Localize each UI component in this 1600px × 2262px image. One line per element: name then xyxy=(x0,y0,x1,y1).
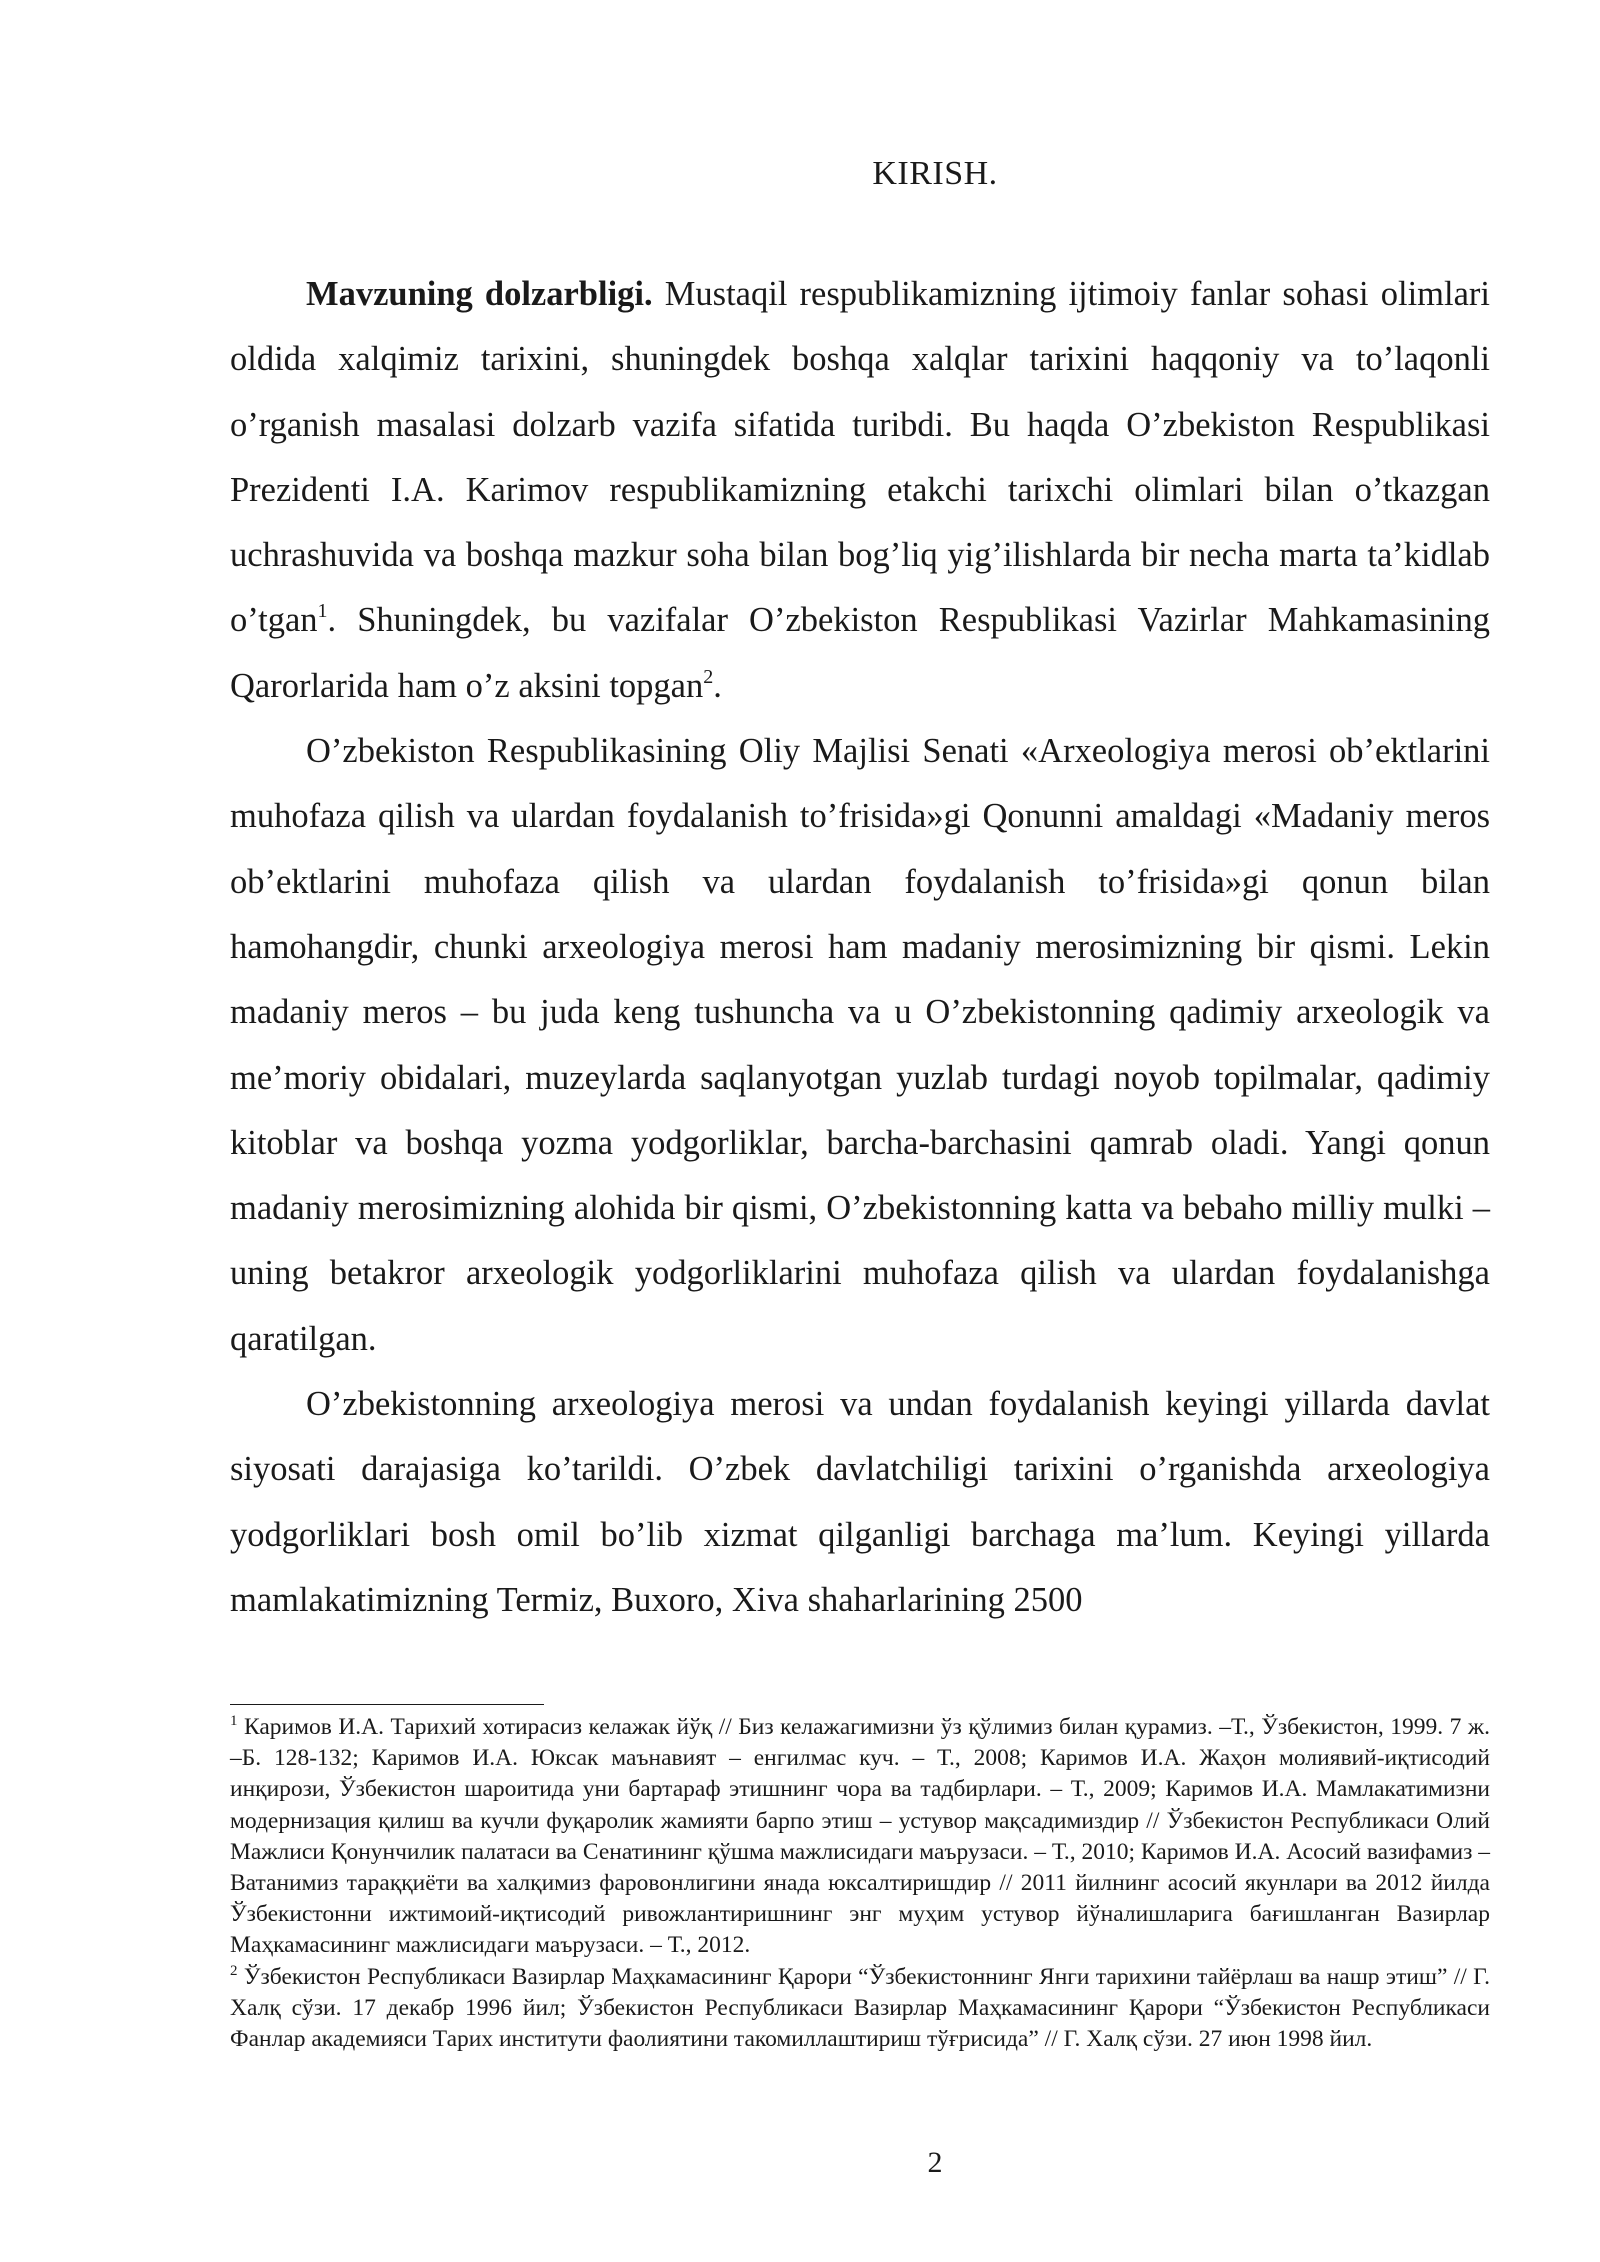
section-title: KIRISH. xyxy=(872,155,998,192)
footnote-reference-1[interactable]: 1 xyxy=(317,600,328,623)
paragraph-archaeology-heritage: O’zbekistonning arxeologiya merosi va undan foydalanish keyingi yillarda davlat siyosati darajasiga ko’tarildi. O’zbek davlatchiligi tarixini o’rganishda arxeologiya yodgorliklari bosh omil bo’lib xizmat qilganligi barchaga ma’lum. Keyingi yillarda mamlakatimizning Termiz, Buxoro, Xiva shaharlarining 2500 xyxy=(230,1385,1490,1619)
footnote-text: Каримов И.А. Тарихий хотирасиз келажак йўқ // Биз келажагимизни ўз қўлимиз билан қурамиз. –Т., Ўзбекистон, 1999. 7 ж. –Б. 128-132; Каримов И.А. Юксак маънавият – енгилмас куч. – Т., 2008; Каримов И.А. Жаҳон молиявий-иқтисодий инқирози, Ўзбекистон шароитида уни бартараф этишнинг чора ва тадбирлари. – Т., 2009; Каримов И.А. Мамлакатимизни модернизация қилиш ва кучли фуқаролик жамияти барпо этиш – устувор мақсадимиздир // Ўзбекистон Республикаси Олий Мажлиси Қонунчилик палатаси ва Сенатининг қўшма мажлисидаги маърузаси. – Т., 2010; Каримов И.А. Асосий вазифамиз – Ватанимиз тараққиёти ва халқимиз фаровонлигини янада юксалтиришдир // 2011 йилнинг асосий якунлари ва 2012 йилда Ўзбекистонни ижтимоий-иқтисодий ривожлантиришнинг энг муҳим устувор йўналишларига бағишланган Вазирлар Маҳкамасининг мажлисидаги маърузаси. – Т., 2012. xyxy=(230,1714,1490,1959)
paragraph-text: . xyxy=(713,666,722,705)
paragraph-text: . Shuningdek, bu vazifalar O’zbekiston Respublikasi Vazirlar Mahkamasining Qarorlarida ham o’z aksini topgan xyxy=(230,601,1490,705)
paragraph-text: Mustaqil respublikamizning ijtimoiy fanlar sohasi olimlari oldida xalqimiz tarixini, shuningdek boshqa xalqlar tarixini haqqoniy va to’laqonli o’rganish masalasi dolzarb vazifa sifatida turibdi. Bu haqda O’zbekiston Respublikasi Prezidenti I.A. Karimov respublikamizning etakchi tarixchi olimlari bilan o’tkazgan uchrashuvida va boshqa mazkur soha bilan bog’liq yig’ilishlarda bir necha marta ta’kidlab o’tgan xyxy=(230,275,1490,640)
footnote-2 xyxy=(230,1962,1490,2056)
paragraph-senate-law: O’zbekiston Respublikasining Oliy Majlisi Senati «Arxeologiya merosi ob’ektlarini muhofaza qilish va ulardan foydalanish to’frisida»gi Qonunni amaldagi «Madaniy meros ob’ektlarini muhofaza qilish va ulardan foydalanish to’frisida»gi qonun bilan hamohangdir, chunki arxeologiya merosi ham madaniy merosimizning bir qismi. Lekin madaniy meros – bu juda keng tushuncha va u O’zbekistonning qadimiy arxeologik va me’moriy obidalari, muzeylarda saqlanyotgan yuzlab turdagi noyob topilmalar, qadimiy kitoblar va boshqa yozma yodgorliklar, barcha-barchasini qamrab oladi. Yangi qonun madaniy merosimizning alohida bir qismi, O’zbekistonning katta va bebaho milliy mulki – uning betakror arxeologik yodgorliklarini muhofaza qilish va ulardan foydalanishga qaratilgan. xyxy=(230,732,1490,1358)
page-number: 2 xyxy=(927,2146,943,2179)
footnote-mark: 1 xyxy=(230,1713,238,1729)
paragraph-lead-heading: Mavzuning dolzarbligi. xyxy=(306,275,653,313)
paragraph-relevance xyxy=(230,262,1490,719)
footnote-reference-2[interactable]: 2 xyxy=(703,665,714,688)
footnote-mark: 2 xyxy=(230,1962,238,1979)
document-page xyxy=(230,0,1490,2262)
footnote-separator xyxy=(230,1704,544,1705)
footnote-text: Ўзбекистон Республикаси Вазирлар Маҳкамасининг Қарори “Ўзбекистоннинг Янги тарихини тайёрлаш ва нашр этиш” // Г. Халқ сўзи. 17 декабр 1996 йил; Ўзбекистон Республикаси Вазирлар Маҳкамасининг Қарори “Ўзбекистон Республикаси Фанлар академияси Тарих институти фаолиятини такомиллаштириш тўғрисида” // Г. Халқ сўзи. 27 июн 1998 йил. xyxy=(230,1963,1490,2053)
body-text xyxy=(230,262,1490,1633)
footnote-1 xyxy=(230,1712,1490,1962)
footnotes xyxy=(230,1712,1490,2055)
